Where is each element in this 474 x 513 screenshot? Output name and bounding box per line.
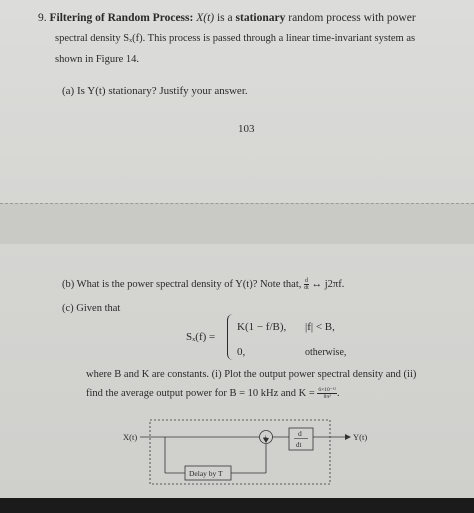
system-boundary <box>150 420 330 484</box>
problem-line-2: spectral density Sₓ(f). This process is passed through a linear time-invariant system as <box>55 33 416 44</box>
process-symbol: X(t) <box>196 12 215 24</box>
part-b-text: (b) What is the power spectral density of Y(t)? Note that, <box>62 279 302 290</box>
problem-title: Filtering of Random Process: <box>49 12 194 24</box>
problem-line-3: shown in Figure 14. <box>55 54 139 65</box>
case1-expr: K(1 − f/B), <box>237 321 287 333</box>
k-den: 8π² <box>323 394 331 401</box>
find-text: find the average output power for B = 10 kHz and K = <box>86 388 315 399</box>
sum-symbol: + <box>263 433 268 442</box>
line1-text-b: is a <box>214 12 236 24</box>
deriv-num: d <box>305 278 309 285</box>
k-num: 6×10⁻¹² <box>318 387 336 394</box>
part-a: (a) Is Y(t) stationary? Justify your answer. <box>62 85 248 97</box>
page-number: 103 <box>238 123 255 135</box>
output-arrow <box>345 434 351 440</box>
deriv-block-num: d <box>298 429 302 438</box>
delay-label: Delay by T <box>189 469 223 478</box>
stationary-word: stationary <box>235 12 286 24</box>
part-c: (c) Given that <box>62 303 121 314</box>
input-label: X(t) <box>123 432 138 442</box>
deriv-block-den: dt <box>296 441 302 449</box>
case1-cond: |f| < B, <box>305 321 335 333</box>
output-label: Y(t) <box>353 432 368 442</box>
k-end: . <box>336 388 340 399</box>
case2-expr: 0, <box>237 346 246 358</box>
deriv-den: dt <box>304 285 309 292</box>
problem-number: 9. <box>38 12 47 24</box>
where-line: where B and K are constants. (i) Plot the output power spectral density and (ii) <box>86 369 417 380</box>
fourier-pair: ↔ j2πf. <box>311 279 345 290</box>
psd-lhs: Sₓ(f) = <box>186 331 216 343</box>
line1-text-d: random process with power <box>285 12 416 24</box>
case2-cond: otherwise, <box>305 347 347 358</box>
